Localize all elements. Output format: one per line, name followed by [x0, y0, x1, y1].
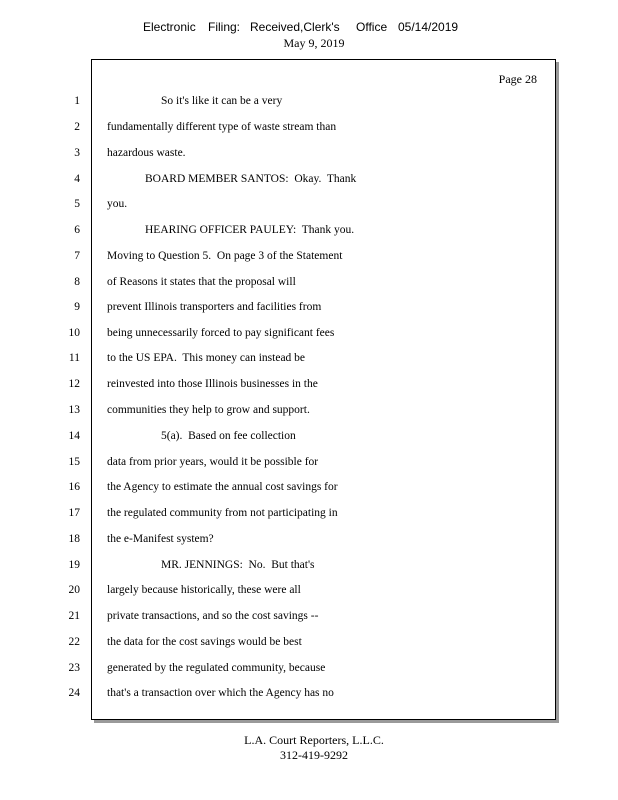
transcript-line	[0, 507, 618, 527]
line-text: BOARD MEMBER SANTOS: Okay. Thank	[145, 173, 357, 185]
transcript-line	[0, 276, 618, 296]
transcript-line	[0, 430, 618, 450]
line-number: 24	[68, 687, 80, 699]
transcript-line	[0, 662, 618, 682]
line-number: 1	[74, 95, 80, 107]
line-number: 6	[74, 224, 80, 236]
line-number: 9	[74, 301, 80, 313]
transcript-line	[0, 584, 618, 604]
line-number: 8	[74, 276, 80, 288]
transcript-line	[0, 301, 618, 321]
line-text: HEARING OFFICER PAULEY: Thank you.	[145, 224, 355, 236]
line-text: data from prior years, would it be possible for	[107, 456, 319, 468]
line-text: you.	[107, 198, 128, 210]
line-number: 14	[68, 430, 80, 442]
line-number: 17	[68, 507, 80, 519]
line-text: fundamentally different type of waste stream than	[107, 121, 337, 133]
line-text: 5(a). Based on fee collection	[161, 430, 296, 442]
page-number: Page 28	[498, 72, 537, 86]
line-text: that's a transaction over which the Agency has no	[107, 687, 334, 699]
line-number: 23	[68, 662, 80, 674]
transcript-line	[0, 610, 618, 630]
transcript-line	[0, 481, 618, 501]
transcript-line	[0, 250, 618, 270]
line-number: 22	[68, 636, 80, 648]
transcript-line	[0, 352, 618, 372]
filing-word-filing: Filing:	[208, 20, 241, 34]
transcript-line	[0, 456, 618, 476]
filing-word-office: Office	[356, 20, 388, 34]
hearing-date: May 9, 2019	[283, 36, 345, 50]
transcript-line	[0, 224, 618, 244]
line-number: 2	[74, 121, 80, 133]
filing-word-electronic: Electronic	[143, 20, 196, 34]
transcript-line	[0, 327, 618, 347]
line-text: the data for the cost savings would be best	[107, 636, 302, 648]
transcript-line	[0, 198, 618, 218]
line-text: the Agency to estimate the annual cost savings for	[107, 481, 338, 493]
line-text: hazardous waste.	[107, 147, 186, 159]
transcript-line	[0, 636, 618, 656]
line-number: 5	[74, 198, 80, 210]
transcript-line	[0, 147, 618, 167]
line-text: So it's like it can be a very	[161, 95, 283, 107]
line-text: of Reasons it states that the proposal will	[107, 276, 296, 288]
line-number: 21	[68, 610, 80, 622]
transcript-line	[0, 378, 618, 398]
reporter-phone: 312-419-9292	[280, 748, 348, 762]
filing-word-received: Received,Clerk's	[250, 20, 340, 34]
transcript-line	[0, 121, 618, 141]
line-number: 3	[74, 147, 80, 159]
line-text: generated by the regulated community, because	[107, 662, 326, 674]
transcript-line	[0, 687, 618, 707]
line-text: the e-Manifest system?	[107, 533, 214, 545]
transcript-line	[0, 404, 618, 424]
line-number: 13	[68, 404, 80, 416]
line-text: private transactions, and so the cost savings --	[107, 610, 319, 622]
transcript-line	[0, 559, 618, 579]
line-number: 10	[68, 327, 80, 339]
filing-date: 05/14/2019	[398, 20, 459, 34]
line-number: 15	[68, 456, 80, 468]
transcript-line	[0, 95, 618, 115]
line-text: Moving to Question 5. On page 3 of the Statement	[107, 250, 343, 262]
line-number: 12	[68, 378, 80, 390]
transcript-line	[0, 173, 618, 193]
line-text: being unnecessarily forced to pay significant fees	[107, 327, 335, 339]
line-number: 4	[74, 173, 80, 185]
line-text: MR. JENNINGS: No. But that's	[161, 559, 315, 571]
transcript-line	[0, 533, 618, 553]
line-text: to the US EPA. This money can instead be	[107, 352, 306, 364]
line-number: 20	[68, 584, 80, 596]
line-text: reinvested into those Illinois businesses in the	[107, 378, 318, 390]
reporter-company: L.A. Court Reporters, L.L.C.	[244, 733, 384, 747]
line-text: largely because historically, these were all	[107, 584, 301, 596]
line-text: communities they help to grow and support.	[107, 404, 310, 416]
line-number: 7	[74, 250, 80, 262]
line-number: 19	[68, 559, 80, 571]
line-number: 11	[68, 352, 80, 364]
line-number: 16	[68, 481, 80, 493]
line-text: the regulated community from not participating in	[107, 507, 338, 519]
line-number: 18	[68, 533, 80, 545]
line-text: prevent Illinois transporters and facilities from	[107, 301, 322, 313]
